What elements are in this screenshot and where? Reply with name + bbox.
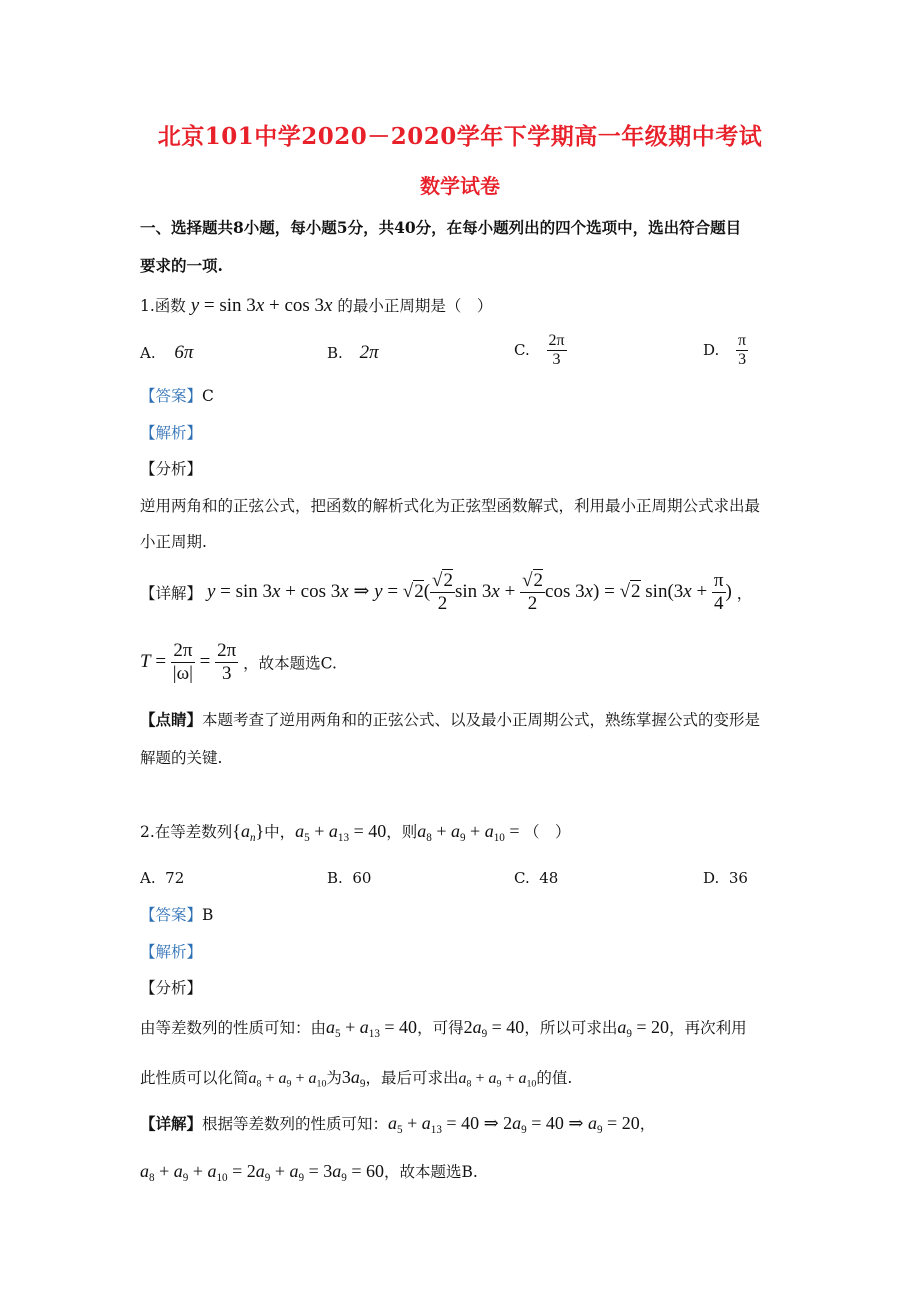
q2-option-a-value: 72 xyxy=(165,869,185,887)
q2-option-c xyxy=(514,869,558,887)
q2-fenxi-l2-a: 此性质可以化简 xyxy=(140,1069,249,1087)
q1-option-d-fraction xyxy=(736,332,748,370)
q2-fenxi-sum: $a_8 + a_9 + a_{10}$ xyxy=(248,1070,327,1090)
q2-fenxi-l1-d: ，再次利用 xyxy=(669,1019,747,1037)
q2-answer xyxy=(140,903,213,925)
q1-detail xyxy=(140,570,752,615)
q1-option-c-denominator: 3 xyxy=(552,351,561,369)
q1-detail-tail: ， xyxy=(736,584,753,603)
q2-fenxi-line1 xyxy=(140,1016,747,1040)
q1-option-a xyxy=(140,342,193,364)
q1-comment-text: 本题考查了逆用两角和的正弦公式、以及最小正周期公式，熟练掌握公式的变形是 xyxy=(202,711,761,729)
question-2-mid: 中， xyxy=(264,823,296,841)
q2-fenxi-eq2: $2a_9 = 40$ xyxy=(463,1017,525,1040)
q2-fenxi-l2-d: 的值. xyxy=(536,1069,573,1087)
q2-option-c-letter: C. xyxy=(514,869,530,887)
question-2-stem xyxy=(140,820,571,844)
q1-fenxi-label: 【分析】 xyxy=(140,460,203,478)
q1-analysis-label: 【解析】 xyxy=(140,424,203,442)
q2-option-c-value: 48 xyxy=(539,869,559,887)
question-1-formula: y = sin 3x + cos 3x xyxy=(190,295,333,316)
q2-option-d-letter: D. xyxy=(703,869,720,887)
q1-option-d-letter: D. xyxy=(703,340,720,359)
q2-option-d xyxy=(703,869,748,887)
q2-option-b-value: 60 xyxy=(352,869,372,887)
q1-period-formula: T = $\frac{2\pi}{|\omega|}$ = $\frac{2\pi}{3}$ xyxy=(140,640,237,684)
q2-detail-text: 根据等差数列的性质可知： xyxy=(202,1115,389,1133)
question-2-suffix: （ ） xyxy=(524,823,571,841)
q1-option-b xyxy=(327,342,379,364)
q1-comment-line2: 解题的关键. xyxy=(140,749,223,767)
q2-fenxi-sum2: $a_8 + a_9 + a_{10}$ xyxy=(458,1070,537,1090)
q1-detail-label: 【详解】 xyxy=(140,584,203,603)
page-title: 北京101中学2020－2020学年下学期高一年级期中考试 xyxy=(157,123,763,150)
q2-analysis-label: 【解析】 xyxy=(140,943,203,961)
q2-fenxi-label: 【分析】 xyxy=(140,979,203,997)
q2-fenxi-l2-c: ，最后可求出 xyxy=(365,1069,459,1087)
q1-fenxi-line1: 逆用两角和的正弦公式，把函数的解析式化为正弦型函数解式，利用最小正周期公式求出最 xyxy=(140,497,761,515)
q1-option-a-value: 6π xyxy=(174,342,194,363)
q2-fenxi-l1-b: ，可得 xyxy=(417,1019,464,1037)
question-2-mid2: ，则 xyxy=(386,823,418,841)
question-1-stem xyxy=(140,294,492,317)
q2-target: $a_8 + a_9 + a_{10}$ = xyxy=(417,821,525,844)
q1-comment-line1 xyxy=(140,708,760,730)
q2-fenxi-eq3: $a_9 = 20$ xyxy=(617,1017,670,1040)
section-heading-line1: 一、选择题共8小题，每小题5分，共40分，在每小题列出的四个选项中，选出符合题目 xyxy=(140,218,742,237)
q1-detail-formula: y = sin 3x + cos 3x ⇒ y = √2( $\frac{√2}{2}$ sin 3x + $\frac{√2}{2}$ cos 3x) = √2 sin(3x + $\frac{\pi}{4}$ ) xyxy=(206,570,732,614)
q2-final-tail: ，故本题选B. xyxy=(383,1163,478,1181)
section-heading-line2: 要求的一项. xyxy=(140,256,223,275)
q2-fenxi-eq1: $a_5 + a_{13} = 40$ xyxy=(326,1017,418,1040)
question-1-prefix: 1.函数 xyxy=(140,297,186,315)
q1-option-c-fraction xyxy=(547,332,567,370)
q2-detail-label: 【详解】 xyxy=(140,1114,203,1133)
q2-final-formula: $a_8 + a_9 + a_{10} = 2a_9 + a_9 = 3a_9 = 60$ xyxy=(140,1161,384,1184)
q2-answer-value: B xyxy=(202,906,214,924)
q2-detail-formula: $a_5 + a_{13} = 40$ ⇒ $2a_9 = 40$ ⇒ $a_9 = 20$ xyxy=(388,1113,640,1136)
question-2-prefix: 2.在等差数列 xyxy=(140,823,233,841)
q2-fenxi-l1-c: ，所以可求出 xyxy=(524,1019,618,1037)
q1-option-d xyxy=(703,332,748,370)
q1-option-c-letter: C. xyxy=(514,340,530,359)
q2-option-d-value: 36 xyxy=(728,869,748,887)
q2-option-b xyxy=(327,869,371,887)
q1-option-b-letter: B. xyxy=(327,344,343,362)
q2-fenxi-3a9: $3a_9$ xyxy=(341,1067,366,1090)
q1-option-d-denominator: 3 xyxy=(738,351,747,369)
q2-detail xyxy=(140,1112,655,1136)
q2-option-b-letter: B. xyxy=(327,869,343,887)
q1-comment-label: 【点睛】 xyxy=(140,710,203,729)
q2-final xyxy=(140,1160,478,1184)
q2-answer-label: 【答案】 xyxy=(140,906,203,924)
q2-sequence: $\{a_n\}$ xyxy=(232,821,265,844)
q1-answer xyxy=(140,384,214,406)
q1-answer-label: 【答案】 xyxy=(140,387,203,405)
q2-fenxi-l2-b: 为 xyxy=(326,1069,342,1087)
q2-detail-tail: ， xyxy=(639,1115,656,1133)
q1-period-tail: ，故本题选C. xyxy=(243,654,337,673)
q2-condition: $a_5 + a_{13} = 40$ xyxy=(295,821,387,844)
q2-fenxi-line2 xyxy=(140,1066,572,1090)
q2-option-a-letter: A. xyxy=(140,869,156,887)
q1-answer-value: C xyxy=(202,387,214,405)
q1-option-c xyxy=(514,332,567,370)
question-1-suffix: 的最小正周期是（ ） xyxy=(337,297,493,315)
q2-option-a xyxy=(140,869,184,887)
q1-option-d-numerator: π xyxy=(736,332,748,351)
q2-fenxi-l1-a: 由等差数列的性质可知：由 xyxy=(140,1019,327,1037)
q1-option-c-numerator: 2π xyxy=(547,332,567,351)
q1-fenxi-line2: 小正周期. xyxy=(140,533,207,551)
q1-option-b-value: 2π xyxy=(359,342,379,363)
page-subtitle: 数学试卷 xyxy=(420,174,500,198)
q1-option-a-letter: A. xyxy=(140,344,156,362)
q1-period xyxy=(140,640,337,685)
